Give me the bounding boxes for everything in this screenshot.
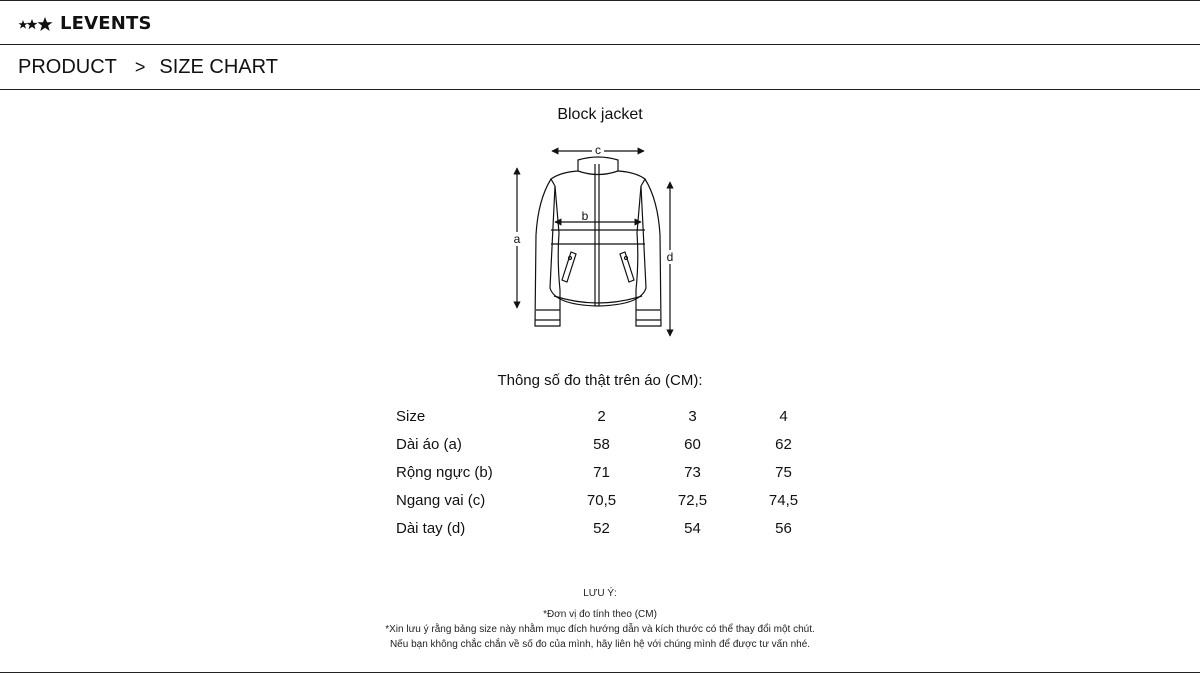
stars-icon (18, 16, 58, 32)
row-label: Dài tay (d) (396, 519, 466, 537)
table-cell: 60 (684, 435, 701, 453)
top-header (0, 0, 1200, 45)
breadcrumb-separator: > (134, 56, 146, 77)
brand-name: LEVENTS (60, 13, 152, 34)
table-cell: 74,5 (768, 491, 799, 509)
size-table (396, 402, 829, 542)
table-cell: 62 (775, 435, 792, 453)
row-label: Dài áo (a) (396, 435, 462, 453)
table-cell: 72,5 (677, 491, 708, 509)
dim-label-b: b (581, 209, 589, 223)
table-cell: 73 (684, 463, 701, 481)
header-size-2: 2 (597, 407, 606, 425)
header-size-4: 4 (779, 407, 788, 425)
bottom-divider (0, 672, 1200, 673)
breadcrumb-product[interactable]: PRODUCT (18, 55, 117, 78)
header-size-3: 3 (688, 407, 697, 425)
table-header-row (396, 402, 829, 430)
table-row (396, 514, 829, 542)
table-cell: 52 (593, 519, 610, 537)
table-cell: 71 (593, 463, 610, 481)
header-size: Size (396, 407, 426, 425)
table-cell: 54 (684, 519, 701, 537)
table-row (396, 430, 829, 458)
dim-label-c: c (595, 143, 601, 157)
breadcrumb-current: SIZE CHART (159, 55, 278, 78)
dim-label-a: a (513, 232, 521, 246)
spec-title: Thông số đo thật trên áo (CM): (497, 372, 703, 389)
table-cell: 75 (775, 463, 792, 481)
dim-label-d: d (666, 250, 674, 264)
product-title: Block jacket (557, 106, 643, 123)
note-line-2: *Xin lưu ý rằng bảng size này nhằm mục đích hướng dẫn và kích thước có thể thay đổi một chút. (385, 624, 815, 635)
table-cell: 56 (775, 519, 792, 537)
note-line-1: *Đơn vị đo tính theo (CM) (543, 609, 657, 620)
note-heading: LƯU Ý: (583, 588, 617, 599)
breadcrumb (0, 45, 1200, 90)
jacket-diagram (505, 140, 695, 345)
row-label: Rộng ngực (b) (396, 463, 493, 481)
table-row (396, 458, 829, 486)
table-cell: 70,5 (586, 491, 617, 509)
brand-logo[interactable] (18, 13, 152, 34)
table-row (396, 486, 829, 514)
note-line-3: Nếu bạn không chắc chắn về số đo của mình, hãy liên hệ với chúng mình để được tư vấn nhé. (389, 639, 811, 650)
table-cell: 58 (593, 435, 610, 453)
row-label: Ngang vai (c) (396, 491, 486, 509)
